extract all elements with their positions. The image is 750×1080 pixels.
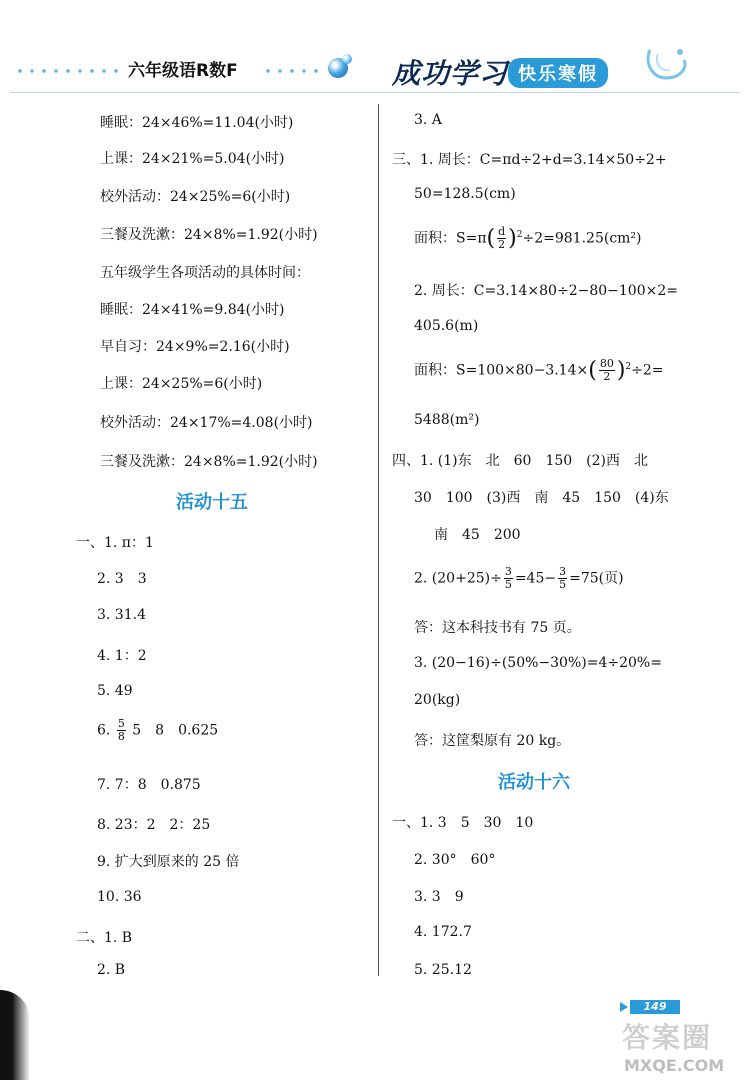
answer-line: 南 45 200 [434,527,521,543]
answer-line: 一、1. π：1 [76,535,154,551]
answer-line: 3. 31.4 [97,607,146,623]
answer-line: 校外活动：24×17%=4.08(小时) [100,415,313,431]
answer-line: 早自习：24×9%=2.16(小时) [100,339,290,355]
answer-line: 3. A [414,112,442,128]
header-dots-mid [262,68,322,74]
answer-line: 9. 扩大到原来的 25 倍 [97,854,240,870]
q6-rest: 5 8 0.625 [132,722,219,739]
small-bubble-icon [342,54,352,64]
swirl-logo-icon [640,42,692,88]
answer-line [97,718,218,743]
page-corner-shadow [0,990,30,1080]
answer-line: 2. 3 3 [97,571,147,587]
fraction-numerator: 3 [559,565,567,578]
answer-line: 三、1. 周长：C=πd÷2+d=3.14×50÷2+ [392,152,667,168]
fraction [117,718,126,743]
answer-line: 5488(m²) [414,412,480,428]
fraction [497,226,506,251]
answer-line: 校外活动：24×25%=6(小时) [100,189,291,205]
area-prefix: 面积：S=π [414,230,487,247]
column-divider [378,104,379,976]
answer-line: 三餐及洗漱：24×8%=1.92(小时) [100,227,318,243]
answer-line [414,566,624,591]
answer-line: 10. 36 [97,889,142,905]
area-prefix: 面积：S=100×80−3.14× [414,362,589,379]
answer-line: 睡眠：24×41%=9.84(小时) [100,302,285,318]
book-title: 成功学习 [392,57,509,90]
answer-line: 30 100 (3)西 南 45 150 (4)东 [414,490,669,506]
eq-result: =75(页) [569,570,624,587]
answer-line: 405.6(m) [414,318,479,334]
answer-line: 四、1. (1)东 北 60 150 (2)西 北 [392,453,649,469]
answer-line: 4. 172.7 [414,924,472,940]
answer-line: 答：这筐梨原有 20 kg。 [414,733,571,749]
fraction-numerator: 5 [117,717,125,730]
area-result: ÷2=981.25(cm²) [522,230,642,247]
page-arrow-icon [620,1002,628,1012]
answer-line: 答：这本科技书有 75 页。 [414,620,581,636]
section-heading-16: 活动十六 [498,772,570,793]
answer-line: 一、1. 3 5 30 10 [392,815,534,831]
answer-line: 8. 23：2 2：25 [97,817,211,833]
eq-prefix: 2. (20+25)÷ [414,570,502,587]
answer-line: 面积：S=100×80−3.14×( $\frac{80}{2}$ )$^2$÷2= [414,357,664,383]
answer-line: 上课：24×25%=6(小时) [100,376,263,392]
fraction [504,566,513,591]
answer-line: 三餐及洗漱：24×8%=1.92(小时) [100,454,318,470]
book-subtitle: 快乐寒假 [508,58,608,88]
answer-line: 20(kg) [414,692,461,708]
q6-number: 6. [97,722,111,739]
answer-line: 2. 30° 60° [414,852,496,868]
fraction-denominator: 8 [117,730,125,743]
answer-line: 2. 周长：C=3.14×80÷2−80−100×2= [414,283,678,299]
answer-line: 3. (20−16)÷(50%−30%)=4÷20%= [414,655,662,671]
fraction [599,358,615,383]
answer-line: 五年级学生各项活动的具体时间： [100,265,310,281]
answer-line: 50=128.5(cm) [414,186,516,202]
fraction-numerator: 3 [504,565,512,578]
answer-line: 二、1. B [76,930,133,946]
answer-line: 7. 7：8 0.875 [97,777,201,793]
fraction-denominator: 2 [498,238,506,251]
fraction-denominator: 2 [603,370,611,383]
watermark-text: 答案圈 [622,1021,713,1054]
watermark-url: MXQE.COM [624,1056,725,1075]
fraction-denominator: 5 [559,578,567,591]
section-heading-15: 活动十五 [176,492,248,513]
answer-line: 睡眠：24×46%=11.04(小时) [100,115,294,131]
answer-line: 3. 3 9 [414,889,464,905]
page-header [0,0,750,100]
header-rule [10,92,740,93]
grade-label: 六年级语R数F [128,61,238,81]
header-dots-left [14,68,124,74]
fraction [558,566,567,591]
area-result: ÷2= [631,362,664,379]
answer-line: 5. 49 [97,683,133,699]
answer-line: 5. 25.12 [414,962,472,978]
answer-line: 面积：S=π( $\frac{d}{2}$ )$^2$÷2=981.25(cm²) [414,225,642,251]
watermark-logo [618,1012,740,1078]
answer-line: 4. 1：2 [97,648,147,664]
answer-line: 2. B [97,962,126,978]
fraction-numerator: 80 [599,357,614,370]
page-number-text: 149 [643,1000,667,1013]
fraction-numerator: d [498,225,506,238]
eq-middle: =45− [514,570,557,587]
fraction-denominator: 5 [504,578,512,591]
answer-line: 上课：24×21%=5.04(小时) [100,151,285,167]
